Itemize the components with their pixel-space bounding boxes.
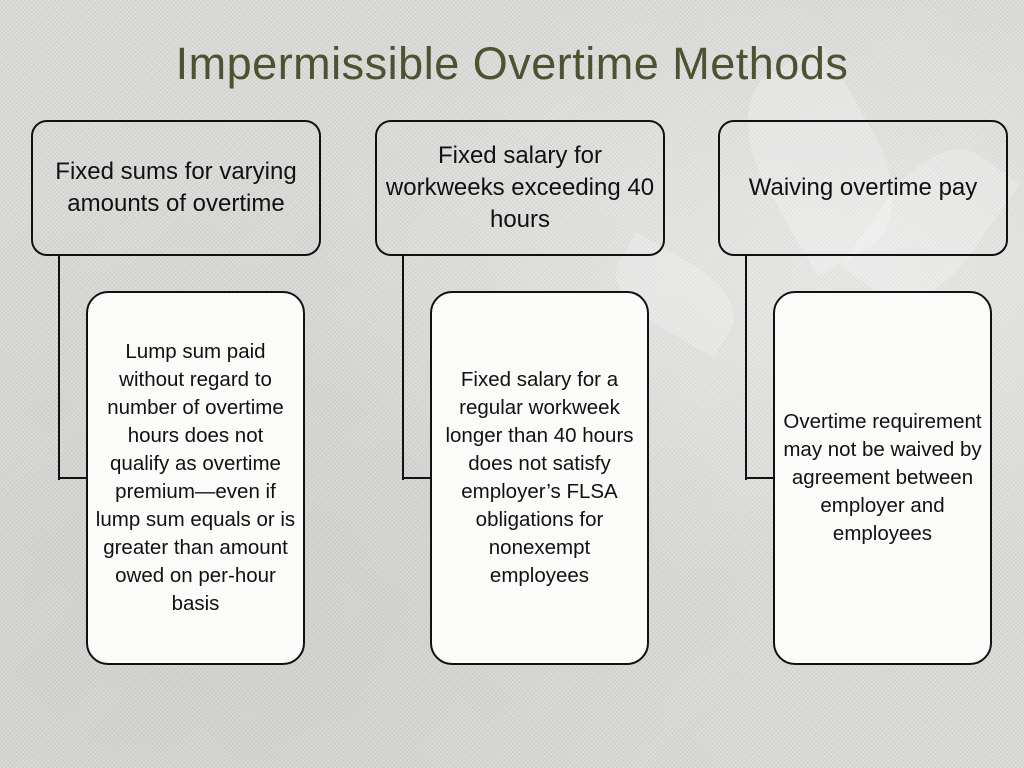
detail-box-waiving-overtime — [773, 291, 992, 665]
slide-title: Impermissible Overtime Methods — [175, 38, 849, 89]
detail-text: Lump sum paid without regard to number of overtime hours does not qualify as overtime premium—even if lump sum equals or is greater than amount owed on per-hour basis — [95, 340, 296, 615]
detail-box-fixed-salary — [430, 291, 649, 665]
connector-line — [402, 477, 430, 479]
header-label: Fixed sums for varying amounts of overtime — [55, 158, 297, 217]
header-label: Fixed salary for workweeks exceeding 40 hours — [385, 142, 655, 233]
header-box-fixed-sums — [31, 120, 321, 256]
header-box-waiving-overtime — [718, 120, 1008, 256]
detail-text: Fixed salary for a regular workweek longer than 40 hours does not satisfy employer’s FLSA obligations for nonexempt employees — [445, 368, 634, 587]
header-label: Waiving overtime pay — [748, 174, 978, 201]
header-box-fixed-salary — [375, 120, 665, 256]
connector-line — [402, 256, 404, 480]
connector-line — [745, 477, 773, 479]
detail-text: Overtime requirement may not be waived by agreement between employer and employees — [783, 410, 982, 545]
connector-line — [58, 477, 86, 479]
connector-line — [745, 256, 747, 480]
detail-box-fixed-sums — [86, 291, 305, 665]
connector-line — [58, 256, 60, 480]
